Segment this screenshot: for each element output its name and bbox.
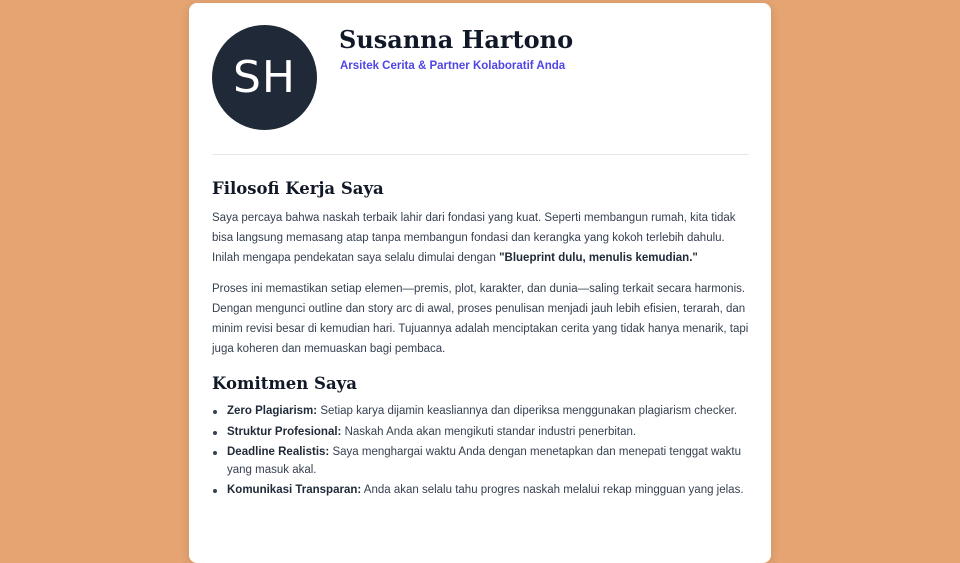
list-item	[212, 444, 749, 479]
philosophy-section	[212, 179, 749, 370]
commitment-title: Deadline Realistis:	[227, 446, 330, 458]
commitment-text: Setiap karya dijamin keasliannya dan diperiksa menggunakan plagiarism checker.	[317, 405, 738, 417]
profile-tagline: Arsitek Cerita & Partner Kolaboratif Anda	[340, 60, 566, 72]
commitment-text: Anda akan selalu tahu progres naskah melalui rekap mingguan yang jelas.	[361, 484, 744, 496]
profile-name: Susanna Hartono	[339, 25, 574, 54]
commitment-title: Komunikasi Transparan:	[227, 484, 362, 496]
commitment-list	[212, 403, 749, 500]
bullet-icon	[213, 451, 217, 455]
philosophy-paragraph-1-text: Saya percaya bahwa naskah terbaik lahir dari fondasi yang kuat. Seperti membangun rumah, kita tidak bisa langsung memasang atap tanpa membangun fondasi dan kerangka yang kokoh terlebih dahulu. Inilah mengapa pendekatan saya selalu dimulai dengan	[212, 212, 736, 264]
avatar: SH	[212, 25, 317, 130]
philosophy-paragraph-2: Proses ini memastikan setiap elemen—premis, plot, karakter, dan dunia—saling terkait secara harmonis. Dengan mengunci outline dan story arc di awal, proses penulisan menjadi jauh lebih efisien, terarah, dan minim revisi besar di kemudian hari. Tujuannya adalah menciptakan cerita yang tidak hanya menarik, tapi juga koheren dan memuaskan bagi pembaca.	[212, 283, 749, 355]
philosophy-motto: "Blueprint dulu, menulis kemudian."	[499, 252, 698, 264]
list-item	[212, 403, 749, 421]
bullet-icon	[213, 410, 217, 414]
header-divider	[212, 154, 749, 155]
commitment-title: Struktur Profesional:	[227, 425, 342, 438]
commitment-text: Saya menghargai waktu Anda dengan menetapkan dan menepati tenggat waktu yang masuk akal.	[227, 446, 742, 476]
list-item	[212, 482, 749, 500]
commitment-heading: Komitmen Saya	[212, 374, 357, 393]
philosophy-paragraph-1	[212, 208, 749, 268]
commitment-title: Zero Plagiarism:	[227, 405, 318, 417]
philosophy-heading: Filosofi Kerja Saya	[212, 179, 384, 198]
commitment-text: Naskah Anda akan mengikuti standar industri penerbitan.	[341, 425, 637, 438]
bullet-icon	[213, 489, 217, 493]
list-item	[212, 424, 749, 442]
commitment-section	[212, 374, 749, 503]
bullet-icon	[213, 431, 217, 435]
profile-card	[189, 3, 771, 563]
